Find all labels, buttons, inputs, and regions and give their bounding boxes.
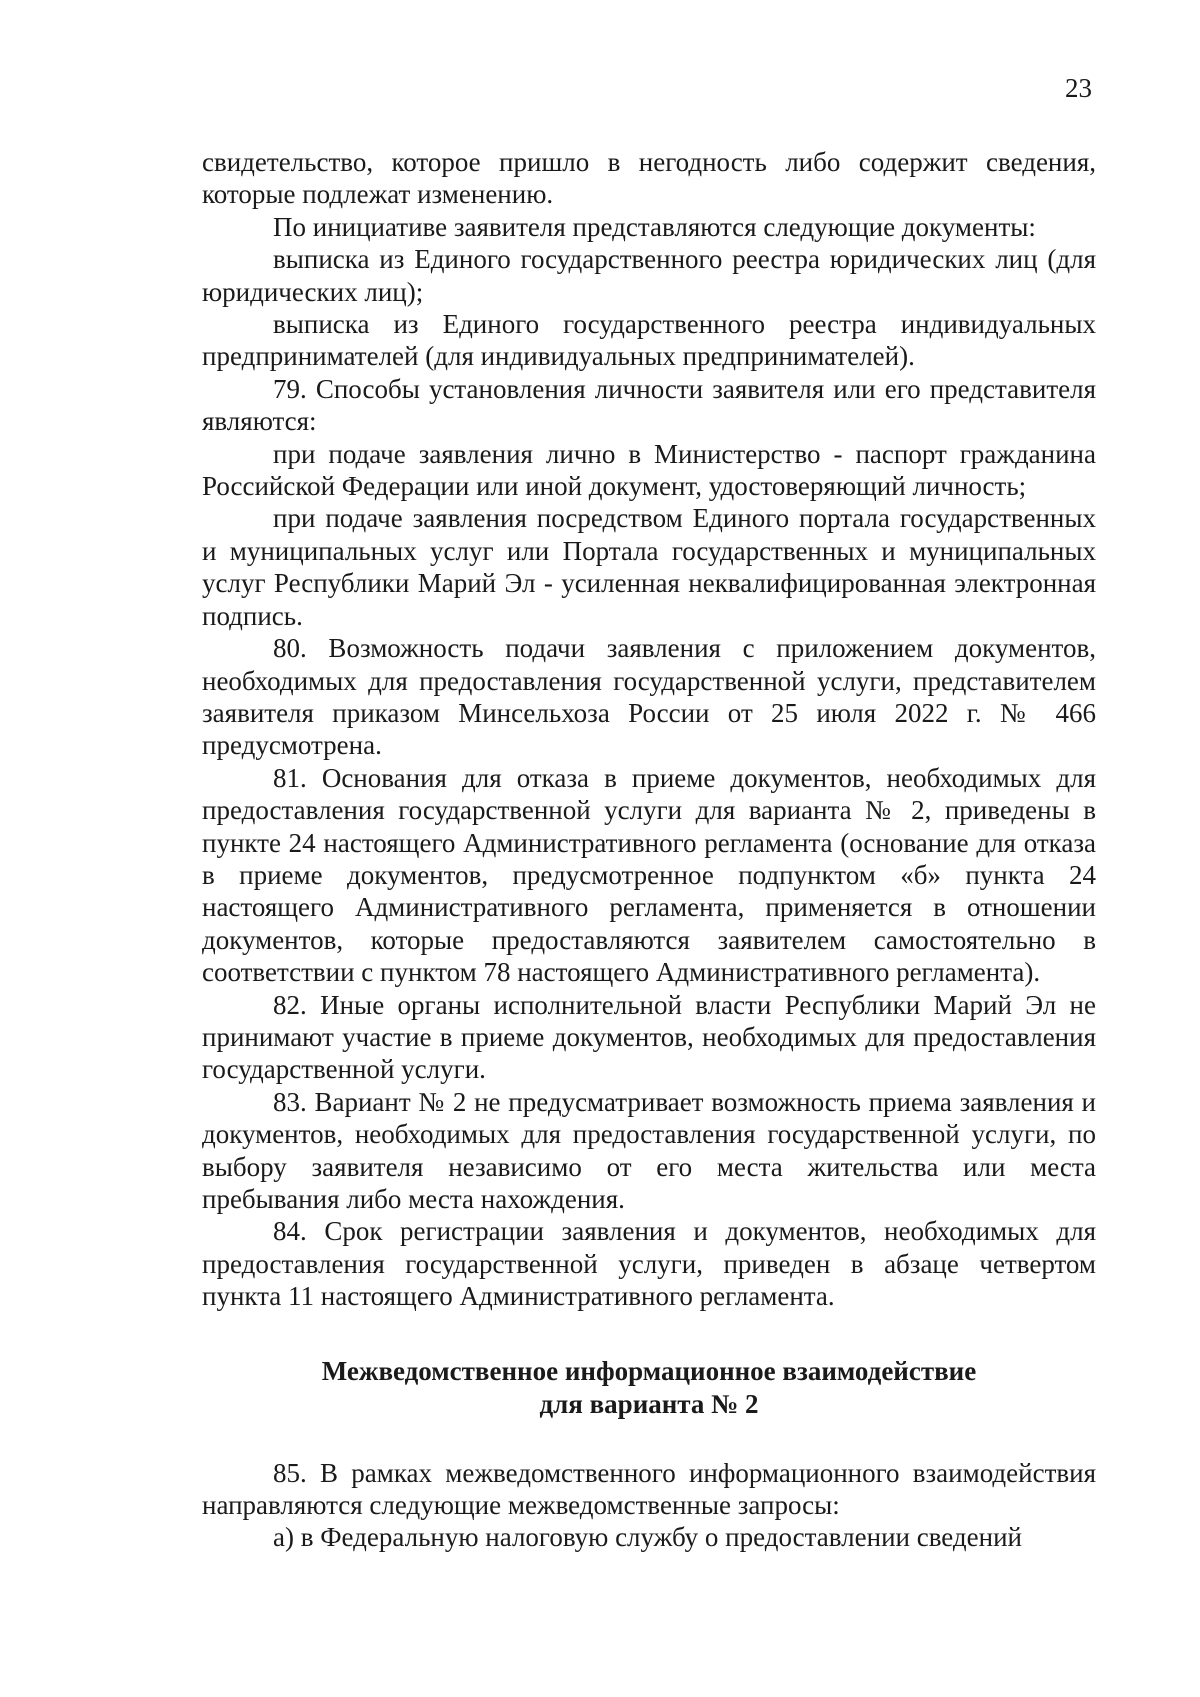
paragraph-85-a: а) в Федеральную налоговую службу о предоставлении сведений bbox=[273, 1522, 1022, 1553]
document-body bbox=[202, 146, 1096, 1554]
section-heading-line-1: Межведомственное информационное взаимодействие bbox=[321, 1355, 977, 1386]
section-heading-line-2: для варианта № 2 bbox=[539, 1388, 759, 1419]
paragraph-83: 83. Вариант № 2 не предусматривает возможность приема заявления и документов, необходимых для предоставления государственной услуги, по выбору заявителя независимо от его места жительства или места пребывания либо места нахождения. bbox=[202, 1086, 1096, 1214]
paragraph-79: 79. Способы установления личности заявителя или его представителя являются: bbox=[202, 373, 1096, 437]
paragraph-79-in-person: при подаче заявления лично в Министерство - паспорт гражданина Российской Федерации или иной документ, удостоверяющий личность; bbox=[202, 438, 1096, 502]
paragraph-81: 81. Основания для отказа в приеме документов, необходимых для предоставления государственной услуги для варианта № 2, приведены в пункте 24 настоящего Административного регламента (основание для отказа в приеме документов, предусмотренное подпунктом «б» пункта 24 настоящего Административного регламента, применяется в отношении документов, которые предоставляются заявителем самостоятельно в соответствии с пунктом 78 настоящего Административного регламента). bbox=[202, 762, 1096, 988]
paragraph-initiative-documents: По инициативе заявителя представляются следующие документы: bbox=[273, 211, 1036, 242]
paragraph-legal-entities-extract: выписка из Единого государственного реестра юридических лиц (для юридических лиц); bbox=[202, 244, 1096, 307]
paragraph-82: 82. Иные органы исполнительной власти Республики Марий Эл не принимают участие в приеме документов, необходимых для предоставления государственной услуги. bbox=[202, 989, 1096, 1085]
paragraph-continuation: свидетельство, которое пришло в негодность либо содержит сведения, которые подлежат изменению. bbox=[202, 147, 1096, 210]
page-number: 23 bbox=[1065, 73, 1092, 103]
paragraph-80: 80. Возможность подачи заявления с приложением документов, необходимых для предоставления государственной услуги, представителем заявителя приказом Минсельхоза России от 25 июля 2022 г. № 466 предусмотрена. bbox=[202, 633, 1096, 761]
paragraph-85: 85. В рамках межведомственного информационного взаимодействия направляются следующие межведомственные запросы: bbox=[202, 1457, 1096, 1521]
paragraph-84: 84. Срок регистрации заявления и документов, необходимых для предоставления государственной услуги, приведен в абзаце четвертом пункта 11 настоящего Административного регламента. bbox=[202, 1216, 1096, 1312]
section-heading bbox=[202, 1355, 1096, 1421]
paragraph-entrepreneurs-extract: выписка из Единого государственного реестра индивидуальных предпринимателей (для индивидуальных предпринимателей). bbox=[202, 309, 1096, 372]
paragraph-79-portal: при подаче заявления посредством Единого портала государственных и муниципальных услуг или Портала государственных и муниципальных услуг Республики Марий Эл - усиленная неквалифицированная электронная подпись. bbox=[202, 503, 1096, 631]
